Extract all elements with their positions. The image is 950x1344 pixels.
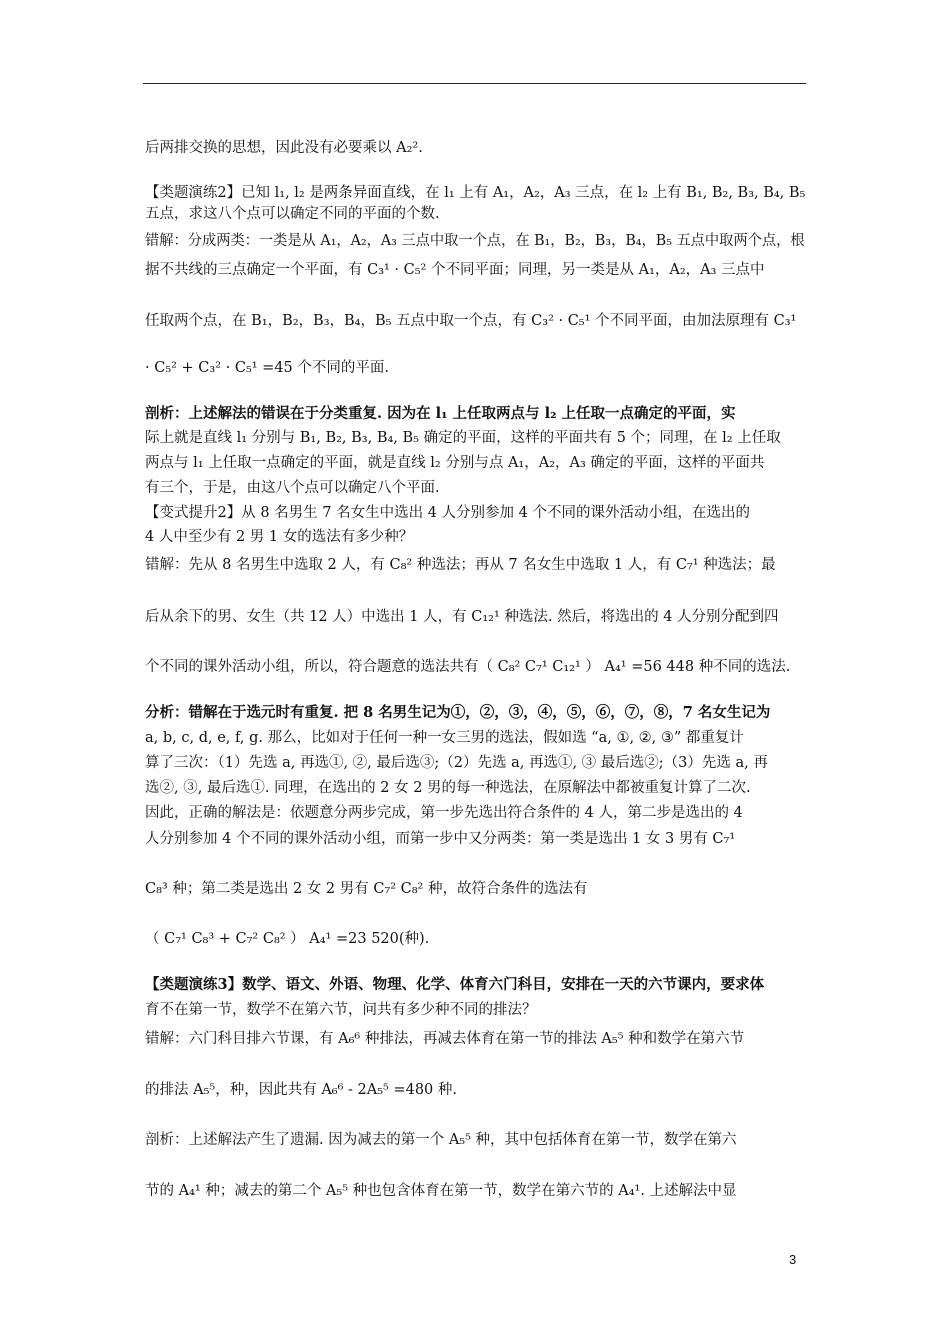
text-line: 选②, ③, 最后选①. 同理，在选出的 2 女 2 男的每一种选法，在原解法中都被重复计算了二次. — [145, 780, 751, 796]
text-line: 的排法 A₅⁵，种，因此共有 A₆⁶ - 2A₅⁵ =480 种. — [145, 1082, 458, 1098]
text-line: 后两排交换的思想，因此没有必要乘以 A₂². — [145, 140, 423, 156]
text-line: 人分别参加 4 个不同的课外活动小组，而第一步中又分两类：第一类是选出 1 女 3 男有 C₇¹ — [145, 831, 736, 847]
text-line: C₈³ 种；第二类是选出 2 女 2 男有 C₇² C₈² 种，故符合条件的选法有 — [145, 881, 588, 897]
text-line: 后从余下的男、女生（共 12 人）中选出 1 人，有 C₁₂¹ 种选法. 然后，将选出的 4 人分别分配到四 — [145, 609, 779, 625]
text-line: 任取两个点，在 B₁，B₂，B₃，B₄，B₅ 五点中取一个点，有 C₃² · C₅¹ 个不同平面，由加法原理有 C₃¹ — [145, 313, 797, 329]
text-line: 【变式提升2】从 8 名男生 7 名女生中选出 4 人分别参加 4 个不同的课外活动小组，在选出的 — [145, 505, 750, 521]
text-line: a, b, c, d, e, f, g. 那么，比如对于任何一种一女三男的选法，假如选 “a, ①, ②, ③” 都重复计 — [145, 730, 744, 746]
text-line: 两点与 l₁ 上任取一点确定的平面，就是直线 l₂ 分别与点 A₁，A₂，A₃ 确定的平面，这样的平面共 — [145, 455, 765, 471]
text-line: （ C₇¹ C₈³ + C₇² C₈² ） A₄¹ =23 520(种). — [145, 931, 430, 947]
text-line: 错解：分成两类：一类是从 A₁，A₂，A₃ 三点中取一个点，在 B₁，B₂，B₃，B₄，B₅ 五点中取两个点，根 — [145, 233, 805, 249]
text-line: 分析：错解在于选元时有重复. 把 8 名男生记为①，②，③，④，⑤，⑥，⑦，⑧，7 名女生记为 — [145, 704, 771, 721]
text-line: 剖析：上述解法产生了遗漏. 因为减去的第一个 A₅⁵ 种，其中包括体育在第一节，数学在第六 — [145, 1132, 737, 1148]
text-line: 因此，正确的解法是：依题意分两步完成，第一步先选出符合条件的 4 人，第二步是选出的 4 — [145, 805, 743, 821]
text-line: 据不共线的三点确定一个平面，有 C₃¹ · C₅² 个不同平面；同理，另一类是从 A₁，A₂，A₃ 三点中 — [145, 262, 765, 278]
text-line: 错解：先从 8 名男生中选取 2 人，有 C₈² 种选法；再从 7 名女生中选取 1 人，有 C₇¹ 种选法；最 — [145, 557, 776, 573]
text-line: 算了三次：（1）先选 a, 再选①, ②, 最后选③;（2）先选 a, 再选①, ③ 最后选②;（3）先选 a, 再 — [145, 755, 768, 771]
text-line: 4 人中至少有 2 男 1 女的选法有多少种？ — [145, 529, 414, 545]
header-rule — [143, 83, 806, 84]
text-line: 【类题演练2】已知 l₁, l₂ 是两条异面直线，在 l₁ 上有 A₁，A₂，A₃ 三点，在 l₂ 上有 B₁, B₂, B₃, B₄, B₅ — [145, 185, 806, 201]
text-line: 有三个，于是，由这八个点可以确定八个平面. — [145, 480, 440, 496]
page-number: 3 — [789, 1252, 797, 1267]
text-line: 育不在第一节，数学不在第六节，问共有多少种不同的排法？ — [145, 1002, 537, 1018]
text-line: 节的 A₄¹ 种；减去的第二个 A₅⁵ 种也包含体育在第一节，数学在第六节的 A₄¹. 上述解法中显 — [145, 1183, 737, 1199]
text-line: 剖析：上述解法的错误在于分类重复. 因为在 l₁ 上任取两点与 l₂ 上任取一点确定的平面，实 — [145, 405, 736, 422]
text-line: 五点，求这八个点可以确定不同的平面的个数. — [145, 206, 440, 222]
text-line: 际上就是直线 l₁ 分别与 B₁, B₂, B₃, B₄, B₅ 确定的平面，这样的平面共有 5 个；同理，在 l₂ 上任取 — [145, 430, 781, 446]
text-line: 个不同的课外活动小组，所以，符合题意的选法共有（ C₈² C₇¹ C₁₂¹ ） A₄¹ =56 448 种不同的选法. — [145, 659, 791, 675]
text-line: · C₅² + C₃² · C₅¹ =45 个不同的平面. — [145, 360, 390, 376]
text-line: 【类题演练3】数学、语文、外语、物理、化学、体育六门科目，安排在一天的六节课内，要求体 — [145, 976, 765, 993]
text-line: 错解：六门科目排六节课，有 A₆⁶ 种排法，再减去体育在第一节的排法 A₅⁵ 种和数学在第六节 — [145, 1031, 745, 1047]
